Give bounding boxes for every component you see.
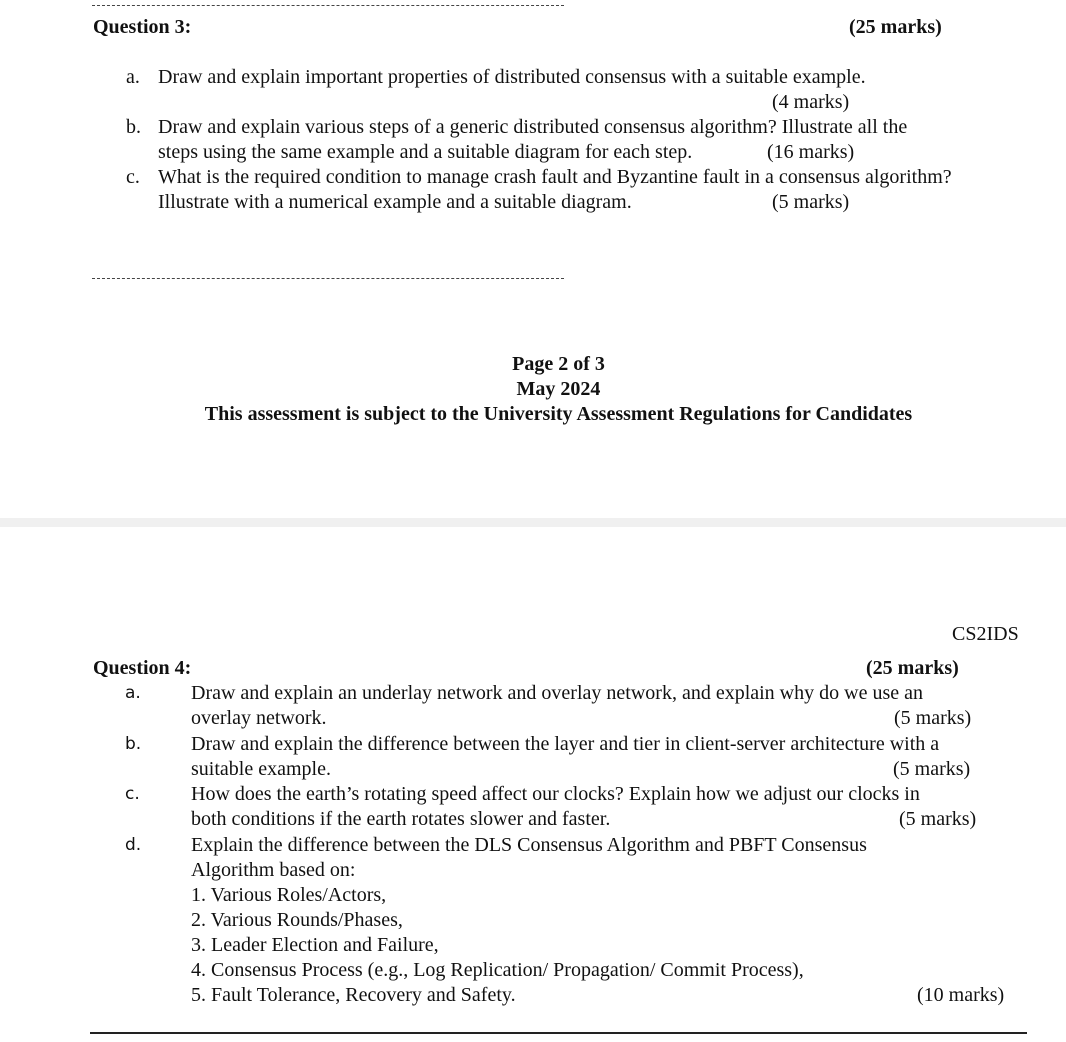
q3-total-marks: (25 marks) [849, 16, 942, 38]
q3-c-line2: Illustrate with a numerical example and a suitable diagram. [158, 191, 632, 213]
q4-b-letter: b. [125, 734, 142, 754]
q4-b-marks: (5 marks) [893, 758, 971, 780]
q4-title: Question 4: [93, 657, 192, 679]
q4-a-line2: overlay network. [191, 707, 327, 729]
q4-b-line1: Draw and explain the difference between the layer and tier in client-server architecture with a [191, 733, 940, 755]
q4-a-marks: (5 marks) [894, 707, 972, 729]
q4-d-line2: Algorithm based on: [191, 859, 356, 881]
page-separator [0, 518, 1066, 527]
page-number: Page 2 of 3 [512, 353, 605, 375]
q3-a-line1: Draw and explain important properties of distributed consensus with a suitable example. [158, 66, 866, 88]
q4-c-line2: both conditions if the earth rotates slower and faster. [191, 808, 611, 830]
q4-a-line1: Draw and explain an underlay network and overlay network, and explain why do we use an [191, 682, 923, 704]
q4-d-letter: d. [125, 835, 142, 855]
q4-d-list-item-5: 5. Fault Tolerance, Recovery and Safety. [191, 984, 516, 1006]
bottom-dashed-divider [92, 278, 564, 279]
q4-b-line2: suitable example. [191, 758, 331, 780]
q3-b-line1: Draw and explain various steps of a generic distributed consensus algorithm? Illustrate all the [158, 116, 908, 138]
q3-b-letter: b. [126, 116, 141, 138]
q3-b-line2: steps using the same example and a suitable diagram for each step. [158, 141, 693, 163]
q4-total-marks: (25 marks) [866, 657, 959, 679]
q4-d-line1: Explain the difference between the DLS Consensus Algorithm and PBFT Consensus [191, 834, 867, 856]
q4-d-list-item-2: 2. Various Rounds/Phases, [191, 909, 403, 931]
q4-d-list-item-1: 1. Various Roles/Actors, [191, 884, 387, 906]
q4-d-list-item-4: 4. Consensus Process (e.g., Log Replication/ Propagation/ Commit Process), [191, 959, 804, 981]
regulations-notice: This assessment is subject to the University Assessment Regulations for Candidates [204, 403, 913, 425]
q3-c-marks: (5 marks) [772, 191, 850, 213]
exam-date: May 2024 [516, 378, 601, 400]
q4-c-line1: How does the earth’s rotating speed affect our clocks? Explain how we adjust our clocks in [191, 783, 920, 805]
q3-c-line1: What is the required condition to manage crash fault and Byzantine fault in a consensus algorithm? [158, 166, 952, 188]
top-dashed-divider [92, 5, 564, 6]
q4-d-marks: (10 marks) [917, 984, 1005, 1006]
q4-d-list-item-3: 3. Leader Election and Failure, [191, 934, 439, 956]
q4-c-letter: c. [125, 784, 140, 804]
q4-c-marks: (5 marks) [899, 808, 977, 830]
q3-title: Question 3: [93, 16, 192, 38]
q3-b-marks: (16 marks) [767, 141, 855, 163]
q3-c-letter: c. [126, 166, 140, 188]
course-code: CS2IDS [952, 623, 1019, 645]
q4-a-letter: a. [125, 683, 141, 703]
q3-a-letter: a. [126, 66, 140, 88]
bottom-rule [90, 1032, 1027, 1034]
q3-a-marks: (4 marks) [772, 91, 850, 113]
